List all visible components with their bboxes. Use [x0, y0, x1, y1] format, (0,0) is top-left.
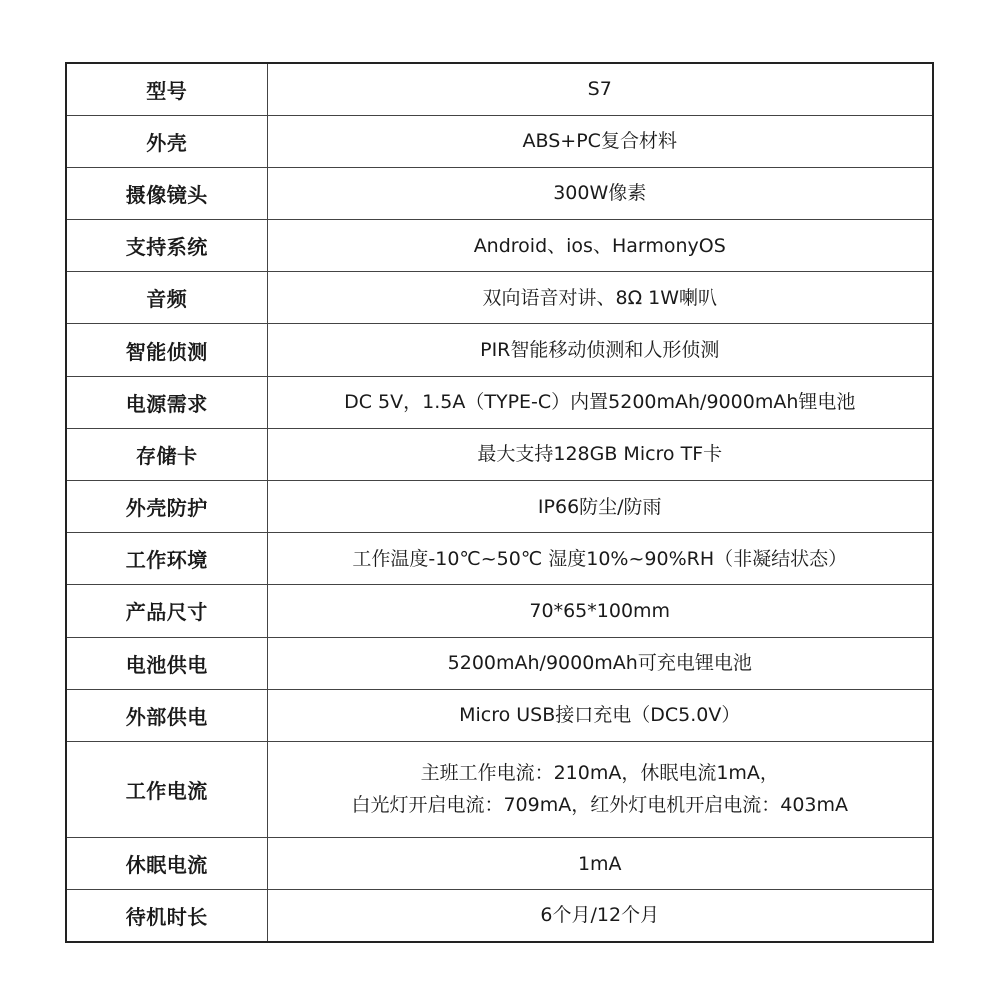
- spec-label-power: 电源需求: [66, 376, 267, 428]
- spec-value-sleep-current: 1mA: [267, 837, 933, 889]
- spec-value-audio: 双向语音对讲、8Ω 1W喇叭: [267, 272, 933, 324]
- spec-label-battery: 电池供电: [66, 637, 267, 689]
- spec-label-detection: 智能侦测: [66, 324, 267, 376]
- spec-label-storage: 存储卡: [66, 428, 267, 480]
- spec-table: [65, 62, 934, 943]
- working-current-line-2: 白光灯开启电流：709mA，红外灯电机开启电流：403mA: [351, 794, 849, 817]
- spec-label-size: 产品尺寸: [66, 585, 267, 637]
- table-row: [66, 637, 933, 689]
- table-row: [66, 689, 933, 741]
- spec-value-power: DC 5V，1.5A（TYPE-C）内置5200mAh/9000mAh锂电池: [267, 376, 933, 428]
- table-row: [66, 428, 933, 480]
- spec-value-standby: 6个月/12个月: [267, 890, 933, 942]
- table-row: [66, 63, 933, 115]
- spec-label-os: 支持系统: [66, 220, 267, 272]
- spec-value-model: S7: [267, 63, 933, 115]
- table-row: [66, 115, 933, 167]
- spec-value-detection: PIR智能移动侦测和人形侦测: [267, 324, 933, 376]
- spec-value-os: Android、ios、HarmonyOS: [267, 220, 933, 272]
- spec-value-storage: 最大支持128GB Micro TF卡: [267, 428, 933, 480]
- spec-value-size: 70*65*100mm: [267, 585, 933, 637]
- table-row: [66, 533, 933, 585]
- spec-label-camera: 摄像镜头: [66, 167, 267, 219]
- table-row: [66, 837, 933, 889]
- table-row: [66, 481, 933, 533]
- table-row: [66, 741, 933, 837]
- working-current-line-1: 主班工作电流：210mA，休眠电流1mA，: [420, 762, 779, 785]
- spec-label-audio: 音频: [66, 272, 267, 324]
- spec-value-protection: IP66防尘/防雨: [267, 481, 933, 533]
- table-row: [66, 220, 933, 272]
- spec-value-housing: ABS+PC复合材料: [267, 115, 933, 167]
- table-row: [66, 890, 933, 942]
- table-row: [66, 167, 933, 219]
- table-row: [66, 272, 933, 324]
- spec-label-working-current: 工作电流: [66, 741, 267, 837]
- table-row: [66, 376, 933, 428]
- spec-label-housing: 外壳: [66, 115, 267, 167]
- spec-label-standby: 待机时长: [66, 890, 267, 942]
- spec-label-sleep-current: 休眠电流: [66, 837, 267, 889]
- spec-label-model: 型号: [66, 63, 267, 115]
- spec-value-battery: 5200mAh/9000mAh可充电锂电池: [267, 637, 933, 689]
- spec-value-working-current: [267, 741, 933, 837]
- spec-value-camera: 300W像素: [267, 167, 933, 219]
- table-row: [66, 324, 933, 376]
- table-row: [66, 585, 933, 637]
- spec-label-protection: 外壳防护: [66, 481, 267, 533]
- spec-label-environment: 工作环境: [66, 533, 267, 585]
- spec-label-external-power: 外部供电: [66, 689, 267, 741]
- spec-value-external-power: Micro USB接口充电（DC5.0V）: [267, 689, 933, 741]
- spec-value-environment: 工作温度-10℃~50℃ 湿度10%~90%RH（非凝结状态）: [267, 533, 933, 585]
